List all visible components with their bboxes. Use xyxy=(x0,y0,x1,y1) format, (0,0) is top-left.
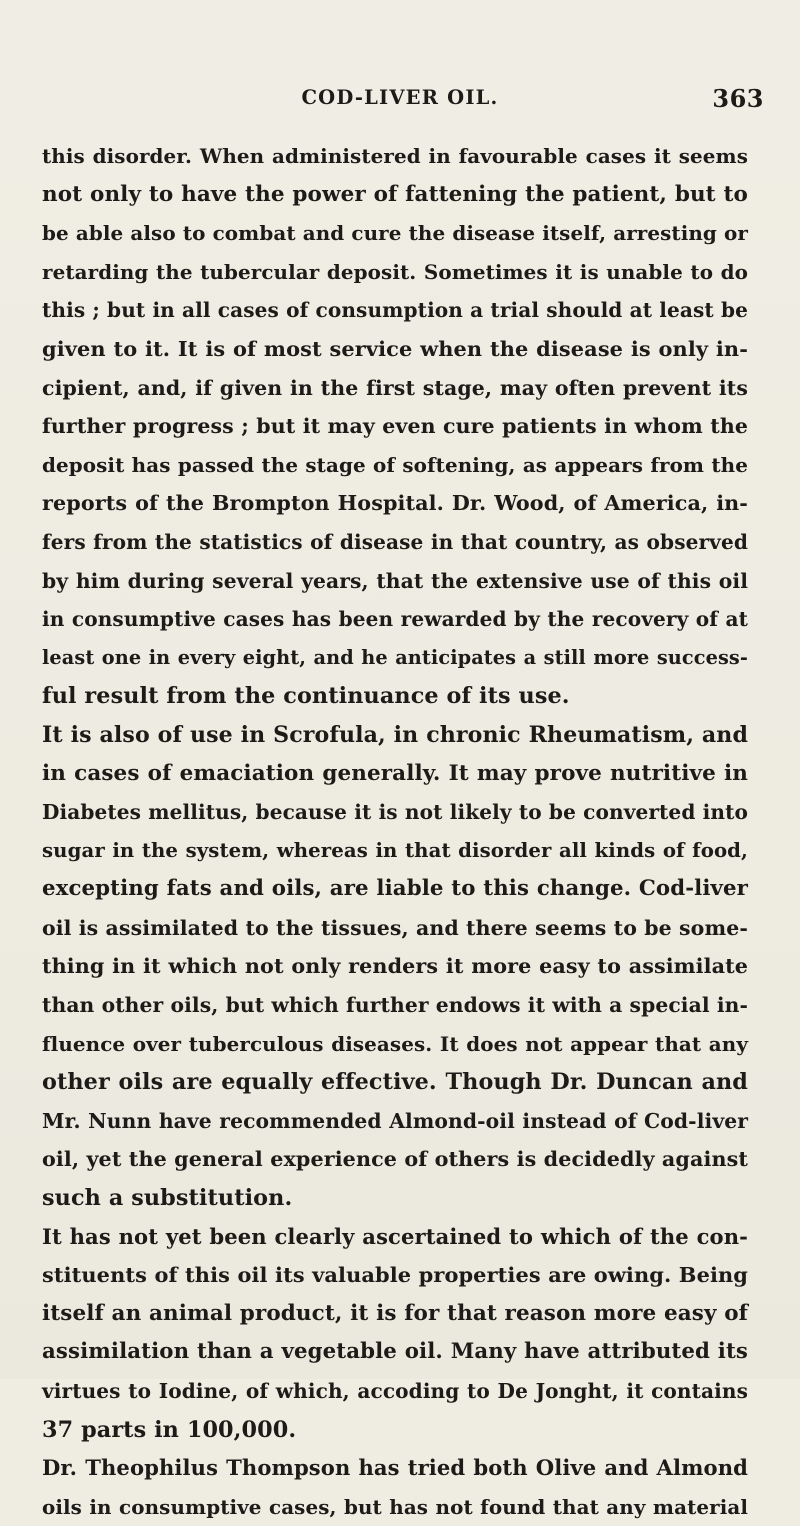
text-line: given to it. It is of most service when the disease is only in- xyxy=(42,335,748,361)
text-line: It has not yet been clearly ascertained to which of the con- xyxy=(42,1223,748,1249)
text-line: assimilation than a vegetable oil. Many have attributed its xyxy=(42,1339,748,1365)
text-line: Diabetes mellitus, because it is not likely to be converted into xyxy=(42,800,748,825)
text-line: be able also to combat and cure the disease itself, arresting or xyxy=(42,221,748,246)
text-line: not only to have the power of fattening the patient, but to xyxy=(42,181,748,207)
text-line: thing in it which not only renders it more easy to assimilate xyxy=(42,954,748,979)
text-line: fluence over tuberculous diseases. It does not appear that any xyxy=(42,1031,748,1056)
text-line: further progress ; but it may even cure patients in whom the xyxy=(42,414,748,439)
text-line: deposit has passed the stage of softening, as appears from the xyxy=(42,452,748,477)
running-head xyxy=(0,86,800,116)
text-line: itself an animal product, it is for that reason more easy of xyxy=(42,1300,748,1326)
text-line: stituents of this oil its valuable properties are owing. Being xyxy=(42,1262,748,1288)
text-line: such a substitution. xyxy=(42,1185,293,1212)
text-line: in consumptive cases has been rewarded by the recovery of at xyxy=(42,607,748,632)
text-line: retarding the tubercular deposit. Sometimes it is unable to do xyxy=(42,259,748,284)
text-line: by him during several years, that the extensive use of this oil xyxy=(42,568,748,593)
text-line: Dr. Theophilus Thompson has tried both Olive and Almond xyxy=(42,1455,748,1481)
text-line: cipient, and, if given in the first stage, may often prevent its xyxy=(42,375,748,400)
text-line: reports of the Brompton Hospital. Dr. Wood, of America, in- xyxy=(42,491,748,516)
running-title: COD-LIVER OIL. xyxy=(301,86,499,109)
text-line: least one in every eight, and he anticipates a still more success- xyxy=(42,645,748,669)
text-line: virtues to Iodine, of which, accoding to De Jonght, it contains xyxy=(42,1379,748,1403)
text-line: oils in consumptive cases, but has not found that any material xyxy=(42,1494,748,1519)
text-line: oil is assimilated to the tissues, and there seems to be some- xyxy=(42,915,748,940)
body-text xyxy=(42,137,748,1526)
text-line: excepting fats and oils, are liable to this change. Cod-liver xyxy=(42,876,748,902)
text-line: ful result from the continuance of its use. xyxy=(42,683,570,710)
text-line: It is also of use in Scrofula, in chronic Rheumatism, and xyxy=(42,721,748,748)
text-line: fers from the statistics of disease in that country, as observed xyxy=(42,529,748,554)
text-line: oil, yet the general experience of others is decidedly against xyxy=(42,1147,748,1172)
text-line: in cases of emaciation generally. It may prove nutritive in xyxy=(42,760,748,786)
text-line: other oils are equally effective. Though Dr. Duncan and xyxy=(42,1069,748,1096)
text-line: this ; but in all cases of consumption a trial should at least be xyxy=(42,298,748,323)
page-number: 363 xyxy=(712,84,764,113)
text-line: sugar in the system, whereas in that disorder all kinds of food, xyxy=(42,838,748,862)
text-line: this disorder. When administered in favourable cases it seems xyxy=(42,144,748,168)
text-line: 37 parts in 100,000. xyxy=(42,1416,297,1443)
text-line: Mr. Nunn have recommended Almond-oil instead of Cod-liver xyxy=(42,1108,748,1133)
text-line: than other oils, but which further endows it with a special in- xyxy=(42,993,748,1018)
